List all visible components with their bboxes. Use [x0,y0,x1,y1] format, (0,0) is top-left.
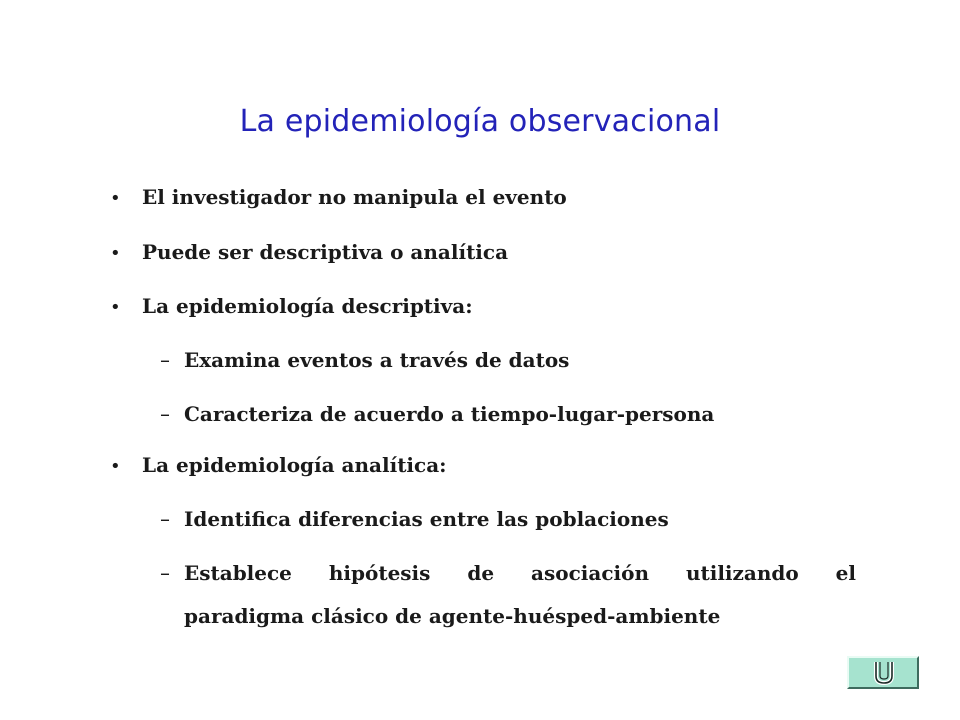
return-nav-button[interactable] [847,656,919,689]
bullet-text-investigador: El investigador no manipula el evento [142,185,567,209]
sub-bullet-text-caracteriza: Caracteriza de acuerdo a tiempo-lugar-persona [184,402,715,426]
word: utilizando [685,561,799,585]
sub-bullet-marker: – [160,507,170,531]
bullet-marker: • [110,188,121,209]
bullet-text-epi-analitica: La epidemiología analítica: [142,453,447,477]
word: asociación [531,561,649,585]
bullet-marker: • [110,243,121,264]
slide-title: La epidemiología observacional [239,104,721,139]
return-u-icon [873,661,895,685]
word: hipótesis [328,561,431,585]
word: el [835,561,856,585]
bullet-marker: • [110,297,121,318]
sub-bullet-text-examina: Examina eventos a través de datos [184,348,570,372]
sub-bullet-marker: – [160,402,170,426]
sub-bullet-text-establece [184,561,856,585]
bullet-text-epi-descriptiva: La epidemiología descriptiva: [142,294,473,318]
sub-bullet-marker: – [160,348,170,372]
word: de [467,561,495,585]
bullet-text-descriptiva-analitica: Puede ser descriptiva o analítica [142,240,509,264]
word: Establece [184,561,292,585]
sub-bullet-text-paradigma: paradigma clásico de agente-huésped-ambiente [184,604,721,628]
sub-bullet-text-identifica: Identifica diferencias entre las poblaciones [184,507,669,531]
bullet-marker: • [110,456,121,477]
sub-bullet-marker: – [160,561,170,585]
